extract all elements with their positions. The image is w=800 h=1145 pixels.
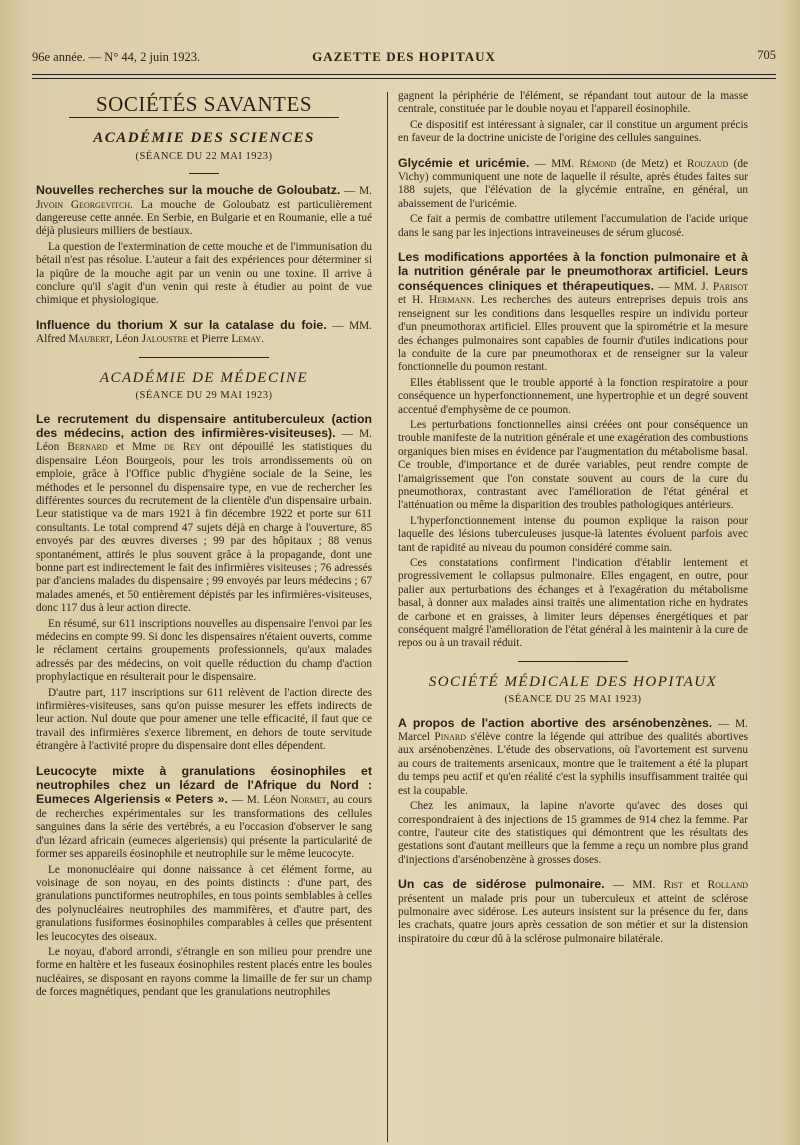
- article-paragraph: Le noyau, d'abord arrondi, s'étrangle en son milieu pour prendre une forme en haltère et les fuseaux éosinophiles restent placés entre les boules nucléaires, se disposant en rayons comme la limaille de fer sur un champ de forces magnétiques, pendant que les granulations neutrophiles: [36, 945, 372, 999]
- section-title: SOCIÉTÉS SAVANTES: [95, 92, 313, 116]
- article-pneumothorax: [398, 251, 748, 375]
- author-name: Rémond: [579, 157, 617, 170]
- author-prefix: — M.: [340, 185, 372, 198]
- divider-rule: [518, 661, 628, 662]
- article-body: . Les recherches des auteurs entreprises depuis trois ans renseignent sur les conditions dans lesquelles respire un individu porteur d'un pneumothorax artificiel. Elles prouvent que la spirométrie et la mesure des échanges pulmonaires sont capables de fournir d'utiles indications pour la conduite de la cure par pneumothorax et de renseigner sur la valeur fonctionnelle du poumon restant.: [398, 294, 748, 374]
- article-body: . La mouche de Goloubatz est particulièrement dangereuse cette année. En Serbie, en Bulgarie et en Roumanie, elle a tué déjà plusieurs milliers de bestiaux.: [36, 198, 372, 238]
- short-rule: [189, 173, 219, 174]
- article-dispensaire: [36, 413, 372, 616]
- article-thorium: [36, 319, 372, 347]
- article-paragraph: D'autre part, 117 inscriptions sur 611 relèvent de l'action directe des infirmières-visiteuses, sans qu'on puisse mesurer les effets indirects de leur action. Nul doute que pour amener une telle efficacité, il faut que ce travail des infirmières s'exerce librement, en dehors de toute servitude étrangère à l'activité propre du dispensaire dont elles dépendent.: [36, 686, 372, 753]
- acad-sciences-seance: (SÉANCE DU 22 MAI 1923): [135, 150, 273, 162]
- author-end: .: [261, 333, 264, 346]
- acad-medecine-title: ACADÉMIE DE MÉDECINE: [99, 369, 309, 386]
- article-heading: Un cas de sidérose pulmonaire.: [398, 877, 605, 892]
- article-glycemie: [398, 157, 748, 212]
- divider-rule: [139, 357, 269, 358]
- author-sep: (de Metz) et: [616, 157, 687, 170]
- author-name: Normet: [290, 794, 327, 807]
- column-separator: [387, 92, 388, 1142]
- article-paragraph: Le mononucléaire qui donne naissance à cet élément forme, au voisinage de son noyau, en des points distincts : d'une part, des granulations punctiformes neutrophiles, en tous points semblables à celles des polynucléaires neutrophiles des mammifères, et d'autre part, des granulations fusiformes éosinophiles comparables à celles que présentent les leucocytes des oiseaux.: [36, 863, 372, 943]
- author-name: Bernard: [67, 441, 108, 454]
- article-body: , au cours de recherches expérimentales sur les transformations des cellules sanguines dans la série des vertébrés, a eu l'occasion d'observer le sang d'un lézard africain (eumeces algeriensis) qui présente la particularité de former ses appareils éosinophile et neutrophile sur le même leucocyte.: [36, 794, 372, 861]
- article-paragraph: La question de l'extermination de cette mouche et de l'immunisation du bétail n'est pas résolue. L'auteur a fait des expériences pour déterminer si la piqûre de la mouche agit par un venin ou une toxine. Il arrive à conclure qu'il s'agit d'un venin qui reste à étudier au point de vue chimique et physiologique.: [36, 240, 372, 307]
- author-sep: , Léon: [109, 333, 142, 346]
- article-paragraph: L'hyperfonctionnement intense du poumon explique la raison pour laquelle des lésions tuberculeuses jusque-là latentes évoluent parfois avec tant de rapidité au niveau du poumon considéré comme sain.: [398, 514, 748, 554]
- issue-info: 96e année. — N° 44, 2 juin 1923.: [32, 50, 201, 64]
- author-sep: et H.: [398, 294, 430, 307]
- article-paragraph: Ce dispositif est intéressant à signaler, car il constitue un argument précis en faveur de la doctrine uniciste de l'origine des cellules sanguines.: [398, 118, 748, 145]
- continued-paragraph: gagnent la périphérie de l'élément, se répandant tout autour de la masse centrale, constituée par le double noyau et l'appareil éosinophile.: [398, 90, 748, 116]
- header-rule-double: [32, 78, 776, 79]
- page-header: [32, 48, 776, 70]
- article-heading: Les modifications apportées à la fonction pulmonaire et à la nutrition générale par le pneumothorax artificiel. Leurs conséquences cliniques et thérapeutiques.: [398, 250, 748, 293]
- author-prefix: — MM. Alfred: [36, 319, 373, 346]
- author-name: Pinard: [434, 731, 467, 744]
- author-name: Jaloustre: [141, 333, 188, 346]
- article-body: (de Vichy) communiquent une note de laquelle il résulte, après études faites sur 188 sujets, que l'élévation de la glycémie entraîne, en général, un abaissement de l'uricémie.: [398, 157, 749, 210]
- article-goloubatz: [36, 184, 372, 239]
- header-rule: [32, 74, 776, 75]
- author-prefix: — M. Léon: [36, 427, 372, 454]
- article-paragraph: Ces constatations confirment l'indication d'établir lentement et progressivement le collapsus pulmonaire. Elles engagent, en outre, pour palier aux perturbations des échanges et à l'exagération du métabolisme basal, à donner aux malades ainsi traités une alimentation riche en hydrates de carbone et en graisses, à limiter leurs dépenses énergétiques et par conséquent malgré l'amélioration de l'état général à les maintenir à la cure de repos ou à un travail réduit.: [398, 557, 748, 650]
- article-paragraph: Elles établissent que le trouble apporté à la fonction respiratoire a pour conséquence un hyperfonctionnement, une hypertrophie et un degré souvent accentué d'emphysème de ce poumon.: [398, 376, 748, 416]
- author-prefix: — MM.: [604, 879, 664, 892]
- author-name: Jivoin Georgevitch: [36, 198, 131, 211]
- left-column: [36, 90, 372, 1002]
- article-siderose: [398, 878, 748, 946]
- author-name: de Rey: [164, 441, 201, 454]
- acad-sciences-title: ACADÉMIE DES SCIENCES: [93, 130, 315, 147]
- soc-med-seance: (SÉANCE DU 25 MAI 1923): [504, 694, 642, 706]
- author-name: Hermann: [429, 294, 472, 307]
- page-number: 705: [757, 48, 776, 62]
- author-prefix: — MM.: [529, 157, 580, 170]
- author-prefix: — MM. J.: [654, 280, 713, 293]
- article-body: présentent un malade pris pour un tuberculeux et atteint de sclérose pulmonaire avec sidérose. Les auteurs insistent sur la présence du fer, dans les crachats, quatre jours après cessation de son métier et sur la distension inspiratoire du cœur dû à la sclérose pulmonaire bilatérale.: [398, 892, 748, 945]
- article-heading: Nouvelles recherches sur la mouche de Goloubatz.: [36, 183, 341, 198]
- journal-title: GAZETTE DES HOPITAUX: [312, 49, 496, 64]
- article-heading: Influence du thorium X sur la catalase du foie.: [36, 317, 327, 332]
- article-leucocyte: [36, 765, 372, 862]
- article-heading: Glycémie et uricémie.: [398, 155, 530, 170]
- author-sep: et Mme: [107, 441, 165, 454]
- author-sep: et: [683, 879, 708, 892]
- article-arsenobenzenes: [398, 717, 748, 798]
- article-heading: Le recrutement du dispensaire antituberculeux (action des médecins, action des infirmières-visiteuses).: [36, 411, 372, 440]
- author-name: Maubert: [68, 333, 110, 346]
- article-heading: A propos de l'action abortive des arsénobenzènes.: [398, 715, 713, 730]
- article-paragraph: En résumé, sur 611 inscriptions nouvelles au dispensaire l'envoi par les médecins en compte 99. Si donc les dispensaires n'étaient ouverts, comme le réclament certains groupements professionnels, qu'aux malades adressés par des médecins, on voit quelle réduction du champ d'action prophylactique en résulterait pour le dispensaire.: [36, 617, 372, 684]
- author-name: Rolland: [707, 879, 748, 892]
- author-name: Rouzaud: [687, 157, 729, 170]
- article-paragraph: Les perturbations fonctionnelles ainsi créées ont pour conséquence un trouble manifeste de la nutrition générale et une exagération des combustions organiques bien mises en évidence par l'augmentation du métabolisme basal. Ce trouble, d'importance et de durée variables, peut rendre compte de l'amaigrissement que l'on constate souvent au cours de la cure du pneumothorax, contrastant avec l'amélioration de l'état général et l'atténuation ou même la disparition des troubles pathologiques antérieurs.: [398, 418, 748, 512]
- right-column: [398, 90, 748, 948]
- article-body: ont dépouillé les statistiques du dispensaire Léon Bourgeois, pour les trois arrondissements où on emploie, grâce à l'Office public d'hygiène sociale de la Seine, les méthodes et le personnel du dispensaire type, en vue de rechercher les différentes sources du recrutement de la clientèle d'un dispensaire urbain. Leur statistique va de mars 1921 à fin décembre 1922 et porte sur 611 consultants. Le total comprend 47 sujets déjà en charge à l'ouverture, 85 envoyés par des œuvres diverses ; 99 par des hôpitaux ; 88 venus spontanément, attirés le plus souvent grâce à la propagande, dont une bonne part est indirectement le fait des infirmières visiteuses ; 76 adressés par d'anciens malades du dispensaire ; 99 envoyés par leurs médecins ; 67 malades amenés, et 50 entièrement dépistés par les infirmières-visiteuses, donc 117 dus à leur action directe.: [36, 441, 372, 615]
- author-name: Parisot: [712, 280, 748, 293]
- author-name: Rist: [663, 879, 684, 892]
- author-name: Lemay: [231, 333, 262, 346]
- article-paragraph: Ce fait a permis de combattre utilement l'accumulation de l'acide urique dans le sang par les injections intraveineuses de sérum glucosé.: [398, 213, 748, 239]
- author-prefix: — M. Marcel: [398, 717, 748, 744]
- author-sep: et Pierre: [187, 333, 232, 346]
- article-paragraph: Chez les animaux, la lapine n'avorte qu'avec des doses qui correspondraient à des injections de 15 grammes de 914 chez la femme. Par contre, l'auteur cite des statistiques qui démontrent que les résultats des gestations sont d'autant meilleurs que la femme a reçu un nombre plus grand d'injections d'arsénobenzène à grosses doses.: [398, 800, 748, 866]
- soc-med-title: SOCIÉTÉ MÉDICALE DES HOPITAUX: [428, 673, 718, 690]
- acad-medecine-seance: (SÉANCE DU 29 MAI 1923): [135, 390, 273, 402]
- article-heading: Leucocyte mixte à granulations éosinophiles et neutrophiles chez un lézard de l'Afrique du Nord : Eumeces Algeriensis « Peters ».: [36, 763, 372, 807]
- section-rule: [69, 117, 339, 118]
- article-body: s'élève contre la légende qui attribue des qualités abortives aux arsénobenzènes. L'étude des observations, où l'avortement est survenu au cours de traitements arsenicaux, montre que le traitement a été la plupart du temps peu actif et qu'en réalité c'est la syphilis insuffisamment traitée qui est la coupable.: [398, 731, 749, 797]
- author-prefix: — M. Léon: [227, 794, 291, 807]
